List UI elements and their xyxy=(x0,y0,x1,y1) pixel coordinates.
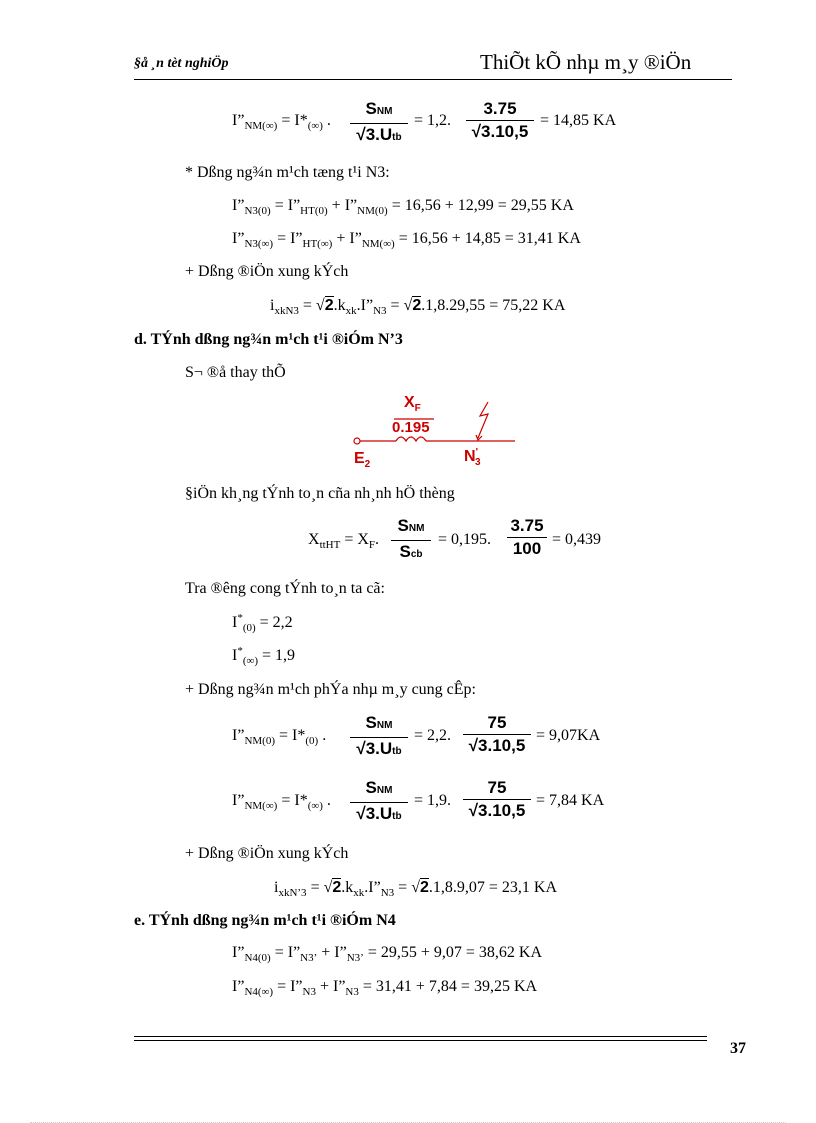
equivalent-circuit-diagram xyxy=(340,390,530,472)
section-heading-e: e. TÝnh dßng ng¾n m¹ch t¹i ®iÓm N4 xyxy=(134,912,396,929)
header-rule xyxy=(134,79,732,80)
fraction-snm-sqrt3u: SNM √3.Utb xyxy=(350,779,408,826)
fraction-snm-scb: SNM Scb xyxy=(391,517,431,564)
eq-result: = 9,07KA xyxy=(536,727,601,744)
eq-sub: (∞) xyxy=(307,120,323,132)
eq-coef: = 0,195. xyxy=(438,531,492,548)
header-left-title: §å ¸n tèt nghiÖp xyxy=(134,56,229,71)
fraction-75-sqrt3105: 75 √3.10,5 xyxy=(463,714,531,755)
eq-result: = 0,439 xyxy=(552,531,602,548)
fraction-snm-sqrt3u: SNM √3.Utb xyxy=(350,714,408,761)
eq-result: = 7,84 KA xyxy=(536,792,605,809)
source-node-e2 xyxy=(354,438,360,444)
eq-istar-0: $I^*_{(0)} = 2,2$ xyxy=(232,612,293,634)
eq-ixkn3: $i_{xkN3}$ = $√2.k_{xk}.I”_{N3} = √2.1,8.29,55 = 75,22$ KA xyxy=(270,297,566,317)
text-calc-reactance: §iÖn kh¸ng tÝnh to¸n cña nh¸nh hÖ thèng xyxy=(185,485,455,502)
eq-coef: = 1,9. xyxy=(414,792,452,809)
eq-xttht: $X_{ttHT} = X_F$. xyxy=(308,531,380,551)
label-n3-prime: N' 3 xyxy=(464,447,481,468)
label-e2: $E_2$ xyxy=(354,450,371,470)
eq-in3-inf: $I”_{N3(\infty)}$ = $I”_{HT(\infty)}$ + $I”_{NM(\infty)} = 16,56 + 14,85 = 31,41$ KA xyxy=(232,230,581,250)
page-number: 37 xyxy=(730,1040,746,1057)
label-xf-value: 0.195 xyxy=(392,419,430,436)
eq-text: = I* xyxy=(277,112,308,129)
eq-coef: = 1,2. xyxy=(414,112,452,129)
eq-in3-0: $I”_{N3(0)}$ = $I”_{HT(0)}$ + $I”_{NM(0)} = 16,56 + 12,99 = 29,55$ KA xyxy=(232,197,574,217)
footer-rule xyxy=(134,1040,707,1041)
section-heading-d: d. TÝnh dßng ng¾n m¹ch t¹i ®iÓm N’3 xyxy=(134,331,403,348)
footer-rule xyxy=(134,1036,707,1037)
eq-text: I” xyxy=(232,112,245,129)
eq-in4-0: $I”_{N4(0)}$ = $I”_{N3’}$ + $I”_{N3’} = 29,55 + 9,07 = 38,62$ KA xyxy=(232,944,543,964)
fraction-375-sqrt3105: 3.75 √3.10,5 xyxy=(466,100,534,141)
header-right-title: ThiÕt kÕ nhµ m¸y ®iÖn xyxy=(480,50,692,74)
text-plant-side-current: + Dßng ng¾n m¹ch phÝa nhµ m¸y cung cÊp: xyxy=(185,681,476,698)
fraction-75-sqrt3105: 75 √3.10,5 xyxy=(463,779,531,820)
eq-inm-0: $I”_{NM(0)} = I*_{(0)}$ . xyxy=(232,727,327,747)
eq-inm-inf-line1 xyxy=(232,112,331,130)
text-total-current-n3: * Dßng ng¾n m¹ch tæng t¹i N3: xyxy=(185,164,390,181)
eq-coef: = 2,2. xyxy=(414,727,452,744)
eq-istar-inf: $I^*_{(\infty)} = 1,9$ xyxy=(232,645,296,667)
eq-text: . xyxy=(322,112,331,129)
inductor-xf-icon xyxy=(396,437,426,441)
text-equivalent-diagram: S¬ ®å thay thÕ xyxy=(185,364,286,381)
fault-arrow-icon xyxy=(478,402,488,438)
text-impulse-current-2: + Dßng ®iÖn xung kÝch xyxy=(185,845,349,862)
fraction-375-100: 3.75 100 xyxy=(507,517,547,558)
fraction-snm-sqrt3u: SNM √3.Utb xyxy=(350,100,408,147)
label-xf: $X_F$ xyxy=(404,394,421,414)
eq-ixkn3-prime: $i_{xkN’3}$ = $√2.k_{xk}.I”_{N3} = √2.1,8.9,07 = 23,1$ KA xyxy=(274,879,558,899)
text-impulse-current: + Dßng ®iÖn xung kÝch xyxy=(185,263,349,280)
eq-in4-inf: $I”_{N4(\infty)}$ = $I”_{N3}$ + $I”_{N3} = 31,41 + 7,84 = 39,25$ KA xyxy=(232,978,538,998)
eq-inm-inf: $I”_{NM(\infty)} = I*_{(\infty)}$ . xyxy=(232,792,331,812)
eq-sub: NM(∞) xyxy=(244,120,278,132)
text-lookup-curve: Tra ®êng cong tÝnh to¸n ta cã: xyxy=(185,580,385,597)
eq-result: = 14,85 KA xyxy=(540,112,617,129)
